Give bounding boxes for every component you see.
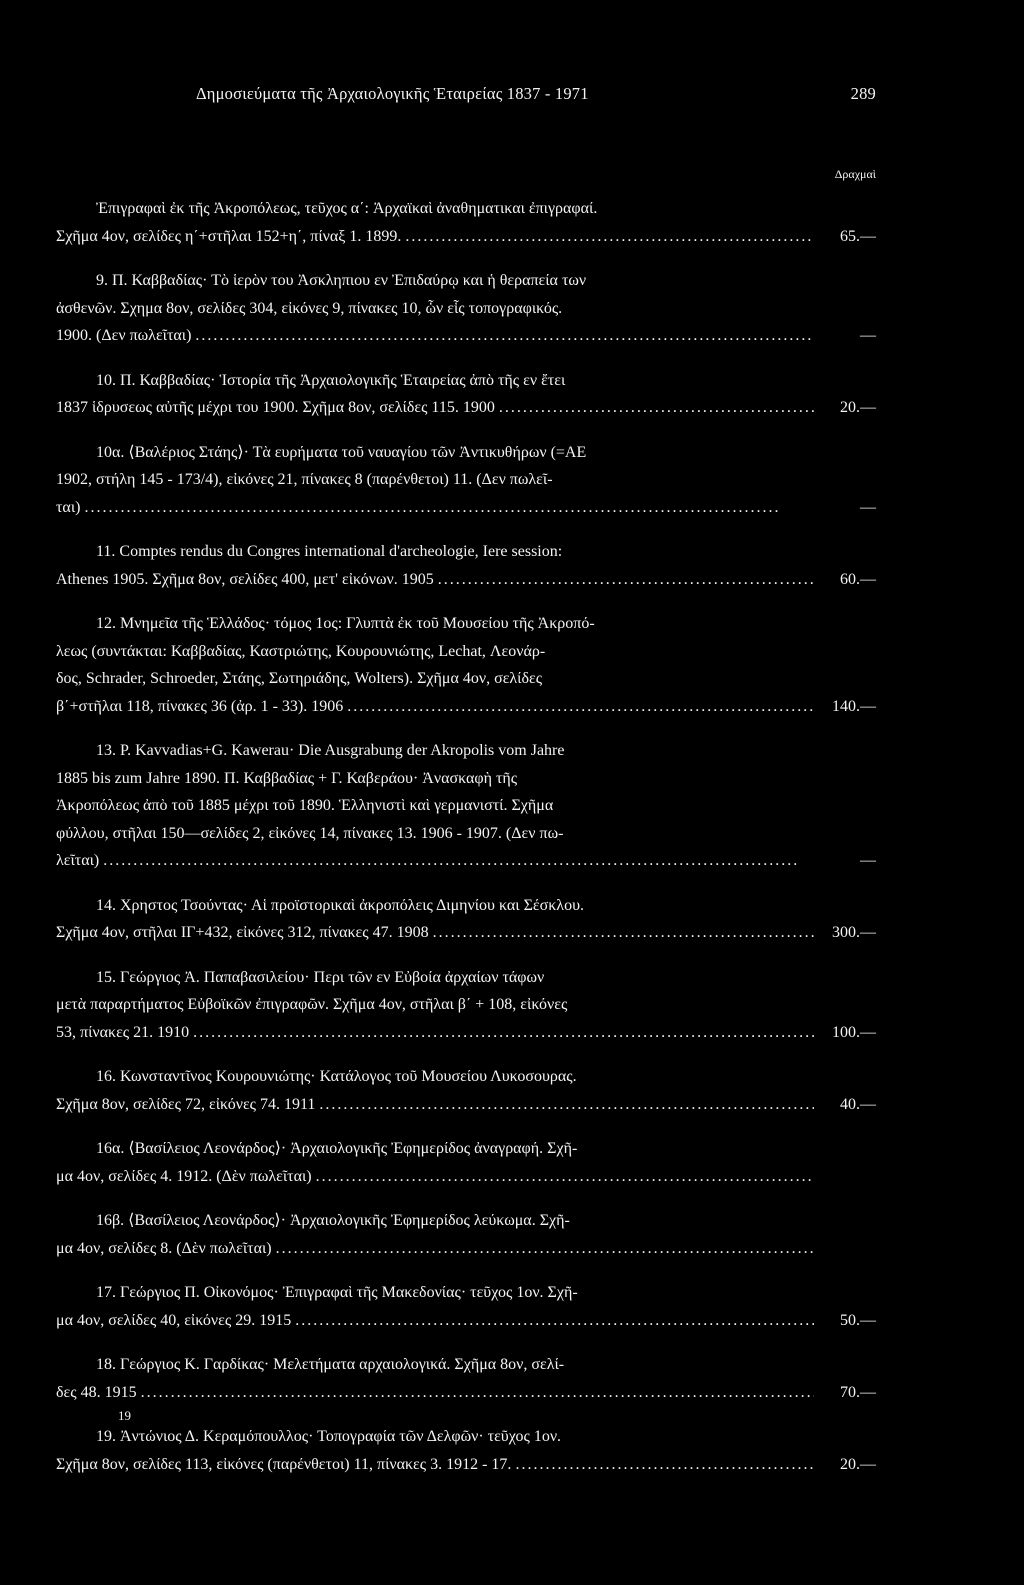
dot-leader [405,223,814,251]
entry-line [56,610,876,638]
entry-line [56,847,876,875]
entry-text: ἀσθενῶν. Σχημα 8ον, σελίδες 304, εἰκόνες 9, πίνακες 10, ὧν εἷς τοπογραφικός. [56,299,563,317]
entry-text: 13. P. Kavvadias+G. Kawerau· Die Ausgrabung der Akropolis vom Jahre [96,742,565,759]
entry-text: 12. Μνημεῖα τῆς Ἑλλάδος· τόμος 1ος: Γλυπτὰ ἐκ τοῦ Μουσείου τῆς Ἀκροπό- [96,615,595,632]
publication-list [56,195,876,1495]
dot-leader [438,566,814,594]
dot-leader [499,394,814,422]
entry-text: Σχῆμα 4ον, στῆλαι ΙΓ+432, εἰκόνες 312, πίνακες 47. 1908 [56,924,429,941]
entry-price: 65.— [840,227,876,245]
entry-text: 53, πίνακες 21. 1910 [56,1023,190,1041]
entry-line [56,1307,876,1335]
running-title: Δημοσιεύματα τῆς Ἀρχαιολογικῆς Ἑταιρείας 1837 - 1971 [196,84,589,103]
publication-entry [56,964,876,1047]
entry-text: μα 4ον, σελίδες 40, εἰκόνες 29. 1915 [56,1311,292,1329]
entry-text: 16β. ⟨Βασίλειος Λεονάρδος⟩· Ἀρχαιολογικῆς Ἐφημερίδος λεύκωμα. Σχῆ- [96,1212,570,1229]
entry-line [56,1423,876,1451]
publication-entry [56,1423,876,1478]
entry-text: Σχῆμα 8ον, σελίδες 72, εἰκόνες 74. 1911 [56,1095,316,1113]
entry-line [56,439,876,467]
entry-text: λεῖται) [56,852,100,869]
entry-line [56,494,876,522]
publication-entry [56,1351,876,1406]
dot-leader [141,1379,814,1407]
entry-text: Ἀκροπόλεως ἀπὸ τοῦ 1885 μέχρι τοῦ 1890. Ἑλληνιστὶ καὶ γερμανιστί. Σχῆμα [56,797,554,814]
entry-line [56,1279,876,1307]
dot-leader [295,1307,814,1335]
entry-line [56,566,876,594]
entry-price: 40.— [840,1095,876,1113]
dot-leader [195,322,814,350]
entry-line [56,295,876,323]
entry-text: β΄+στῆλαι 118, πίνακες 36 (ἀρ. 1 - 33). 1906 [56,697,344,715]
entry-text: 10. Π. Καββαδίας· Ἱστορία τῆς Ἀρχαιολογικῆς Ἑταιρείας ἀπὸ τῆς εν ἔτει [96,371,566,389]
dot-leader [316,1163,814,1191]
entry-price: 300.— [832,924,876,941]
entry-line [56,1207,876,1235]
dot-leader [84,494,814,522]
entry-text: Athenes 1905. Σχῆμα 8ον, σελίδες 400, μετ' εἰκόνων. 1905 [56,570,434,588]
entry-text: 19. Ἀντώνιος Δ. Κεραμόπουλλος· Τοπογραφία τῶν Δελφῶν· τεῦχος 1ον. [96,1428,562,1445]
entry-text: 1900. (Δεν πωλεῖται) [56,327,192,344]
publication-entry [56,367,876,422]
entry-line [56,665,876,693]
entry-price: 20.— [840,399,876,416]
dot-leader [193,1019,814,1047]
entry-text: Σχῆμα 4ον, σελίδες η΄+στῆλαι 152+η΄, πίναξ 1. 1899. [56,227,402,245]
publication-entry [56,892,876,947]
entry-line [56,1379,876,1407]
entry-text: 1902, στήλη 145 - 173/4), εἰκόνες 21, πίνακες 8 (παρένθετοι) 11. (Δεν πωλεῖ- [56,471,553,488]
publication-entry [56,439,876,522]
publication-entry [56,538,876,593]
entry-text: μα 4ον, σελίδες 4. 1912. (Δὲν πωλεῖται) [56,1167,312,1185]
entry-line [56,693,876,721]
dot-leader [319,1091,814,1119]
publication-entry [56,1135,876,1190]
entry-line [56,1451,876,1479]
entry-line [56,223,876,251]
dot-leader [103,847,814,875]
entry-text: ται) [56,498,81,516]
signature-mark: 19 [118,1408,131,1423]
entry-line [56,322,876,350]
publication-entry [56,1063,876,1118]
entry-text: Σχῆμα 8ον, σελίδες 113, εἰκόνες (παρένθετοι) 11, πίνακες 3. 1912 - 17. [56,1455,512,1473]
entry-line [56,638,876,666]
publication-entry [56,610,876,720]
publication-entry [56,737,876,875]
entry-line [56,466,876,494]
dot-leader [347,693,814,721]
entry-text: δος, Schrader, Schroeder, Στάης, Σωτηριάδης, Wolters). Σχῆμα 4ον, σελίδες [56,670,543,687]
entry-line [56,1091,876,1119]
entry-price: — [860,852,876,869]
entry-line [56,538,876,566]
entry-text: 16α. ⟨Βασίλειος Λεονάρδος⟩· Ἀρχαιολογικῆς Ἐφημερίδος ἀναγραφή. Σχῆ- [96,1140,578,1157]
entry-price: 50.— [840,1311,876,1329]
entry-text: μα 4ον, σελίδες 8. (Δὲν πωλεῖται) [56,1239,272,1257]
entry-text: 14. Χρηστος Τσούντας· Αἱ προϊστορικαὶ ἀκροπόλεις Διμηνίου και Σέσκλου. [96,896,584,914]
entry-line [56,919,876,947]
entry-price: — [860,498,876,516]
entry-text: Ἐπιγραφαὶ ἐκ τῆς Ἀκροπόλεως, τεῦχος α΄: Ἀρχαϊκαὶ ἀναθηματικαι ἐπιγραφαί. [96,200,598,217]
entry-text: 9. Π. Καββαδίας· Τὸ ἱερὸν του Ἀσκληπιου εν Ἐπιδαύρῳ και ἡ θεραπεία των [96,272,587,289]
entry-text: 17. Γεώργιος Π. Οἰκονόμος· Ἐπιγραφαὶ τῆς Μακεδονίας· τεῦχος 1ον. Σχῆ- [96,1284,578,1301]
publication-entry [56,1279,876,1334]
entry-line [56,991,876,1019]
entry-line [56,792,876,820]
entry-line [56,964,876,992]
publication-entry [56,267,876,350]
entry-line [56,394,876,422]
entry-line [56,765,876,793]
entry-text: 10α. ⟨Βαλέριος Στάης⟩· Τὰ ευρήματα τοῦ ναυαγίου τῶν Ἀντικυθήρων (=ΑΕ [96,443,587,461]
dot-leader [433,919,814,947]
entry-price: — [860,327,876,344]
entry-text: λεως (συντάκται: Καββαδίας, Καστριώτης, Κουρουνιώτης, Lechat, Λεονάρ- [56,642,546,660]
dot-leader [276,1235,814,1263]
page-number: 289 [850,84,876,103]
entry-text: 1885 bis zum Jahre 1890. Π. Καββαδίας + Γ. Καβεράου· Ἀνασκαφὴ τῆς [56,769,518,787]
entry-line [56,195,876,223]
entry-price: 60.— [840,570,876,588]
entry-text: 15. Γεώργιος Ἀ. Παπαβασιλείου· Περι τῶν εν Εὐβοία ἀρχαίων τάφων [96,968,545,986]
entry-price: 70.— [840,1383,876,1401]
entry-text: 18. Γεώργιος Κ. Γαρδίκας· Μελετήματα αρχαιολογικά. Σχῆμα 8ον, σελί- [96,1356,565,1373]
entry-line [56,1351,876,1379]
entry-price: 140.— [832,697,876,715]
dot-leader [515,1451,814,1479]
entry-line [56,820,876,848]
entry-text: μετὰ παραρτήματος Εὐβοϊκῶν ἐπιγραφῶν. Σχῆμα 4ον, στῆλαι β΄ + 108, εἰκόνες [56,996,568,1013]
entry-line [56,892,876,920]
entry-text: 16. Κωνσταντῖνος Κουρουνιώτης· Κατάλογος τοῦ Μουσείου Λυκοσουρας. [96,1068,577,1085]
publication-entry [56,195,876,250]
price-column-heading: Δραχμαὶ [834,167,876,181]
entry-line [56,1019,876,1047]
entry-line [56,1063,876,1091]
entry-line [56,367,876,395]
entry-line [56,737,876,765]
entry-line [56,1235,876,1263]
entry-text: φύλλου, στῆλαι 150—σελίδες 2, εἰκόνες 14, πίνακες 13. 1906 - 1907. (Δεν πω- [56,824,564,842]
entry-text: δες 48. 1915 [56,1383,137,1401]
entry-price: 20.— [840,1455,876,1473]
entry-price: 100.— [832,1023,876,1041]
entry-line [56,267,876,295]
publication-entry [56,1207,876,1262]
entry-line [56,1163,876,1191]
entry-text: 1837 ἱδρυσεως αὐτῆς μέχρι του 1900. Σχῆμα 8ον, σελίδες 115. 1900 [56,399,495,416]
entry-text: 11. Comptes rendus du Congres international d'archeologie, Iere session: [96,543,563,560]
entry-line [56,1135,876,1163]
